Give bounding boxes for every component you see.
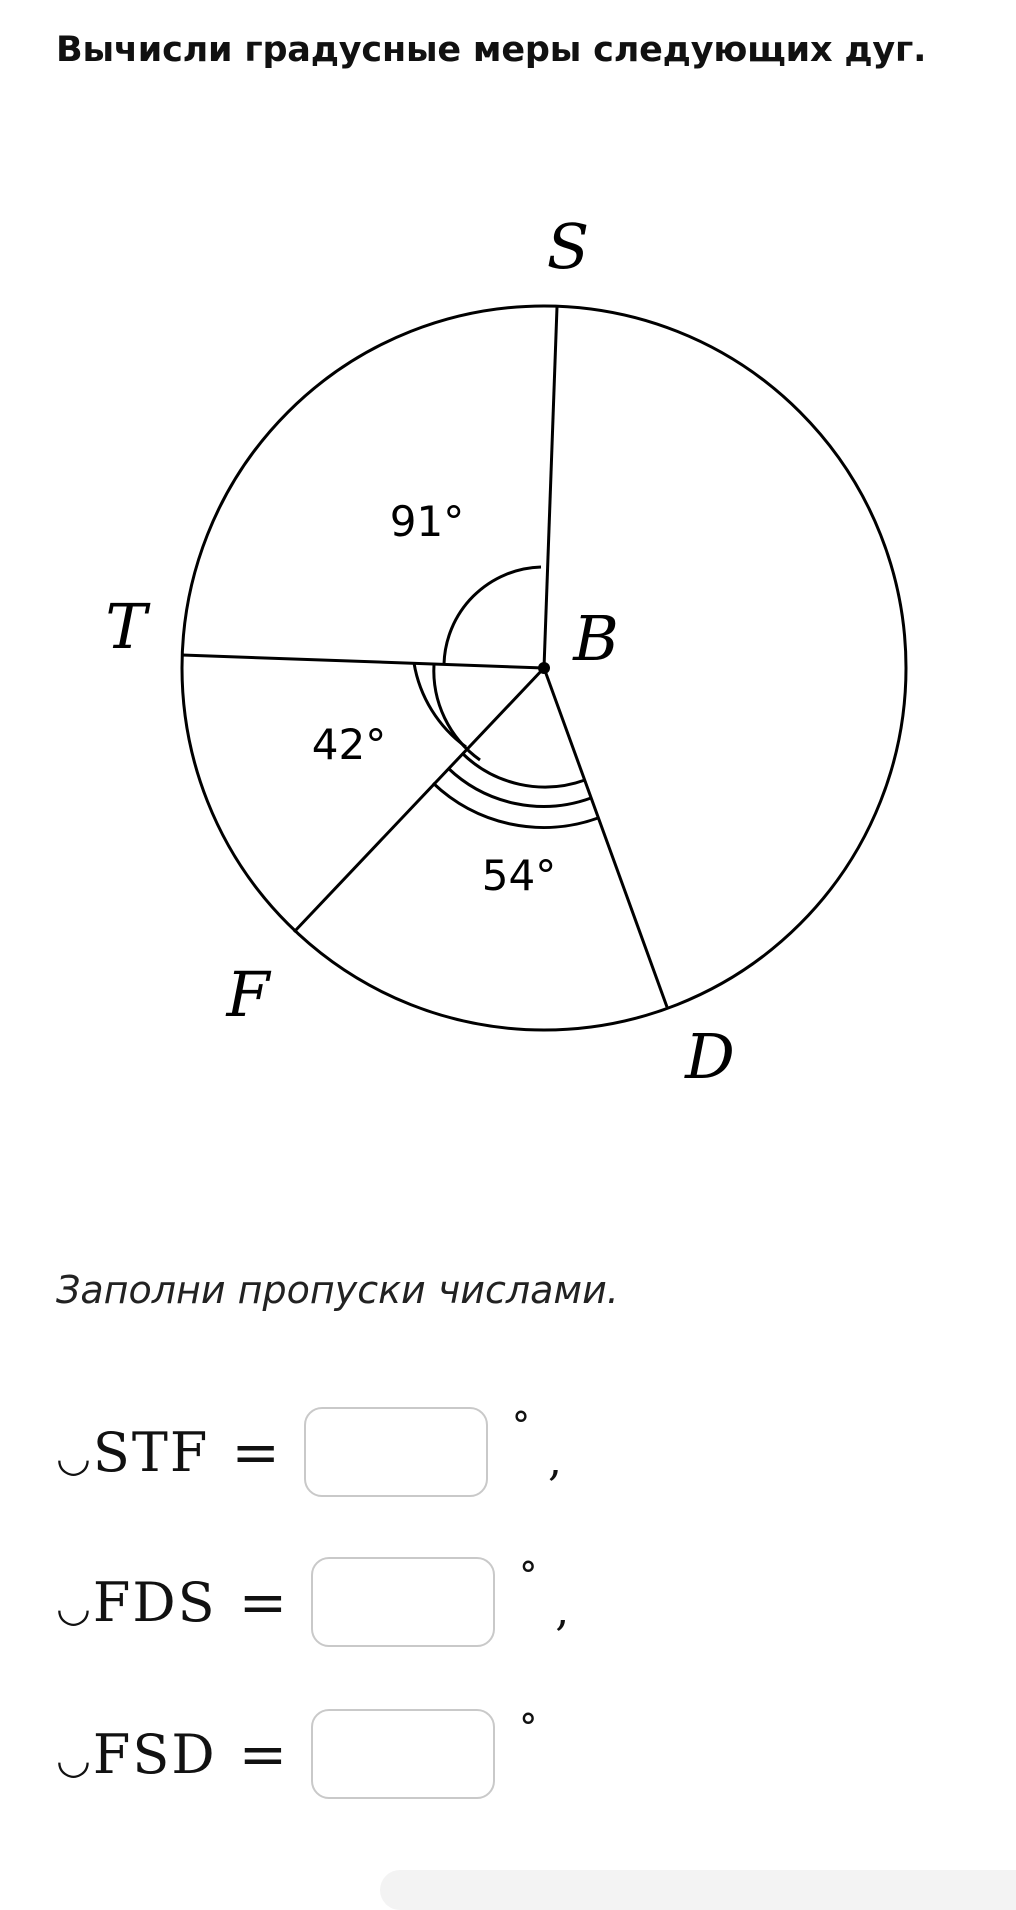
separator-comma: , (548, 1434, 562, 1486)
answer-input-stf[interactable] (304, 1407, 488, 1497)
label-t: T (105, 590, 147, 663)
equals-sign: = (238, 1568, 288, 1636)
radius-bd (544, 668, 667, 1007)
label-s: S (546, 210, 590, 283)
label-d: D (685, 1020, 735, 1093)
angle-mark-fbd-3 (433, 783, 598, 827)
radius-bt (182, 655, 544, 668)
angle-mark-fbd-2 (448, 768, 591, 806)
task-title: Вычисли градусные меры следующих дуг. (56, 30, 927, 70)
arc-icon: ◡ (56, 1737, 91, 1783)
answer-input-fds[interactable] (311, 1557, 495, 1647)
label-b: B (573, 602, 619, 675)
equation-row-fds (56, 1554, 569, 1650)
arc-name: FDS (92, 1570, 217, 1634)
degree-sign: ° (512, 1405, 530, 1447)
equation-row-fsd (56, 1706, 537, 1802)
center-point-b (538, 662, 550, 674)
separator-comma: , (555, 1584, 570, 1636)
angle-mark-sbt (444, 567, 541, 664)
circle-diagram (0, 180, 1016, 1100)
arc-icon: ◡ (56, 1435, 91, 1481)
equals-sign: = (238, 1720, 288, 1788)
angle-label-42: 42° (311, 720, 387, 769)
arc-name: FSD (92, 1722, 217, 1786)
angle-mark-fbd-1 (462, 753, 585, 787)
arc-name: STF (92, 1420, 210, 1484)
arc-icon: ◡ (56, 1585, 91, 1631)
answer-input-fsd[interactable] (311, 1709, 495, 1799)
degree-sign: ° (519, 1707, 538, 1749)
equals-sign: = (231, 1418, 280, 1486)
angle-mark-tbf-inner (434, 664, 480, 760)
label-f: F (226, 958, 270, 1031)
degree-sign: ° (519, 1555, 538, 1597)
angle-label-54: 54° (481, 851, 557, 900)
bottom-sheet-edge (380, 1870, 1016, 1910)
radius-bs (544, 307, 557, 668)
angle-label-91: 91° (389, 497, 465, 546)
instruction-text: Заполни пропуски числами. (56, 1268, 619, 1312)
equation-row-stf (56, 1404, 562, 1500)
